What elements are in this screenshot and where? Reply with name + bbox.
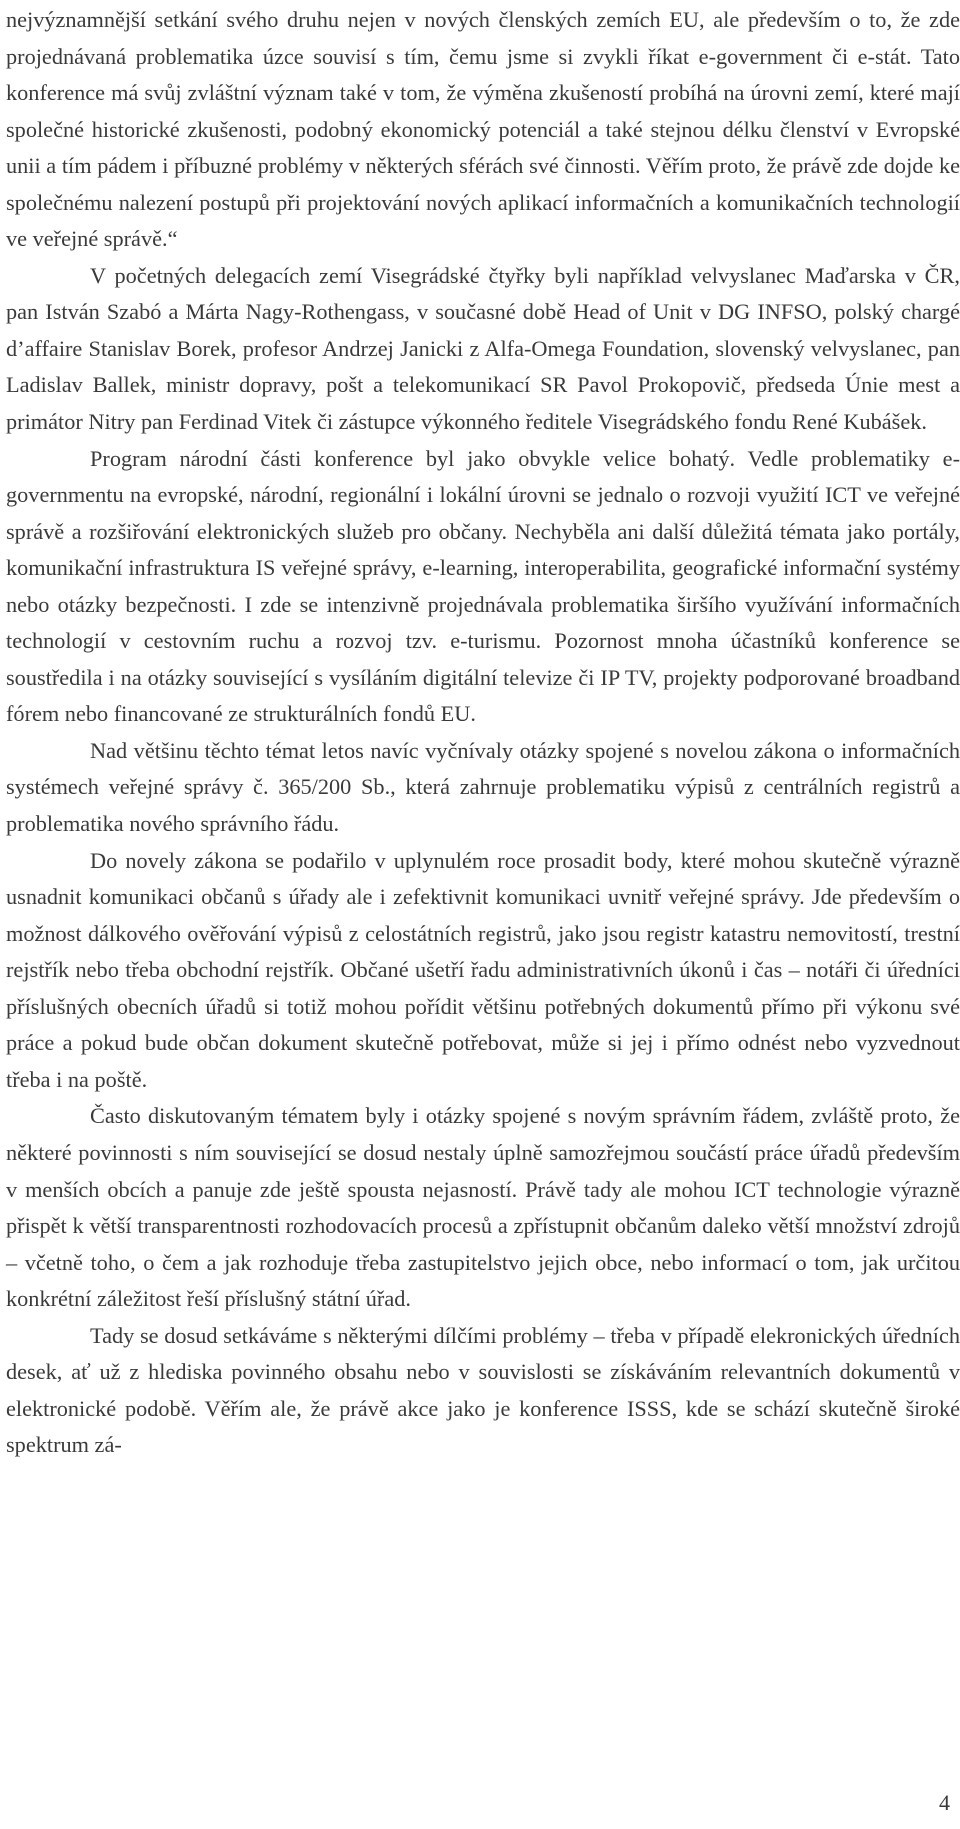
- body-text: [6, 2, 960, 1464]
- paragraph-3: Program národní části konference byl jako obvykle velice bohatý. Vedle problematiky e-governmentu na evropské, národní, regionální i lokální úrovni se jednalo o rozvoji využití ICT ve veřejné správě a rozšiřování elektronických služeb pro občany. Nechyběla ani další důležitá témata jako portály, komunikační infrastruktura IS veřejné správy, e-learning, interoperabilita, geografické informační systémy nebo otázky bezpečnosti. I zde se intenzivně projednávala problematika širšího využívání informačních technologií v cestovním ruchu a rozvoj tzv. e-turismu. Pozornost mnoha účastníků konference se soustředila i na otázky související s vysíláním digitální televize či IP TV, projekty podporované broadband fórem nebo financované ze strukturálních fondů EU.: [6, 445, 960, 727]
- paragraph-7: Tady se dosud setkáváme s některými dílčími problémy – třeba v případě elekronických úředních desek, ať už z hlediska povinného obsahu nebo v souvislosti se získáváním relevantních dokumentů v elektronické podobě. Věřím ale, že právě akce jako je konference ISSS, kde se schází skutečně široké spektrum zá-: [6, 1322, 960, 1458]
- paragraph-5: Do novely zákona se podařilo v uplynulém roce prosadit body, které mohou skutečně výrazně usnadnit komunikaci občanů s úřady ale i zefektivnit komunikaci uvnitř veřejné správy. Jde především o možnost dálkového ověřování výpisů z celostátních registrů, jako jsou registr katastru nemovitostí, trestní rejstřík nebo třeba obchodní rejstřík. Občané ušetří řadu administrativních úkonů i čas – notáři či úředníci příslušných obecních úřadů si totiž mohou pořídit většinu potřebných dokumentů přímo při výkonu své práce a pokud bude občan dokument skutečně potřebovat, může si jej i přímo odnést nebo vyzvednout třeba i na poště.: [6, 847, 960, 1092]
- paragraph-1: nejvýznamnější setkání svého druhu nejen v nových členských zemích EU, ale především o to, že zde projednávaná problematika úzce souvisí s tím, čemu jsme si zvykli říkat e-government či e-stát. Tato konference má svůj zvláštní význam také v tom, že výměna zkušeností probíhá na úrovni zemí, které mají společné historické zkušenosti, podobný ekonomický potenciál a také stejnou délku členství v Evropské unii a tím pádem i příbuzné problémy v některých sférách své činnosti. Věřím proto, že právě zde dojde ke společnému nalezení postupů při projektování nových aplikací informačních a komunikačních technologií ve veřejné správě.“: [6, 7, 960, 252]
- page-number: 4: [939, 1790, 950, 1815]
- paragraph-2: V početných delegacích zemí Visegrádské čtyřky byli například velvyslanec Maďarska v ČR, pan István Szabó a Márta Nagy-Rothengass, v současné době Head of Unit v DG INFSO, polský chargé d’affaire Stanislav Borek, profesor Andrzej Janicki z Alfa-Omega Foundation, slovenský velvyslanec, pan Ladislav Ballek, ministr dopravy, pošt a telekomunikací SR Pavol Prokopovič, předseda Únie mest a primátor Nitry pan Ferdinad Vitek či zástupce výkonného ředitele Visegrádského fondu René Kubášek.: [6, 262, 960, 435]
- paragraph-4: Nad většinu těchto témat letos navíc vyčnívaly otázky spojené s novelou zákona o informačních systémech veřejné správy č. 365/200 Sb., která zahrnuje problematiku výpisů z centrálních registrů a problematika nového správního řádu.: [6, 737, 960, 837]
- paragraph-6: Často diskutovaným tématem byly i otázky spojené s novým správním řádem, zvláště proto, že některé povinnosti s ním související se dosud nestaly úplně samozřejmou součástí práce úřadů především v menších obcích a panuje zde ještě spousta nejasností. Právě tady ale mohou ICT technologie výrazně přispět k větší transparentnosti rozhodovacích procesů a zpřístupnit občanům daleko větší množství zdrojů – včetně toho, o čem a jak rozhoduje třeba zastupitelstvo jejich obce, nebo informací o tom, jak určitou konkrétní záležitost řeší příslušný státní úřad.: [6, 1103, 960, 1312]
